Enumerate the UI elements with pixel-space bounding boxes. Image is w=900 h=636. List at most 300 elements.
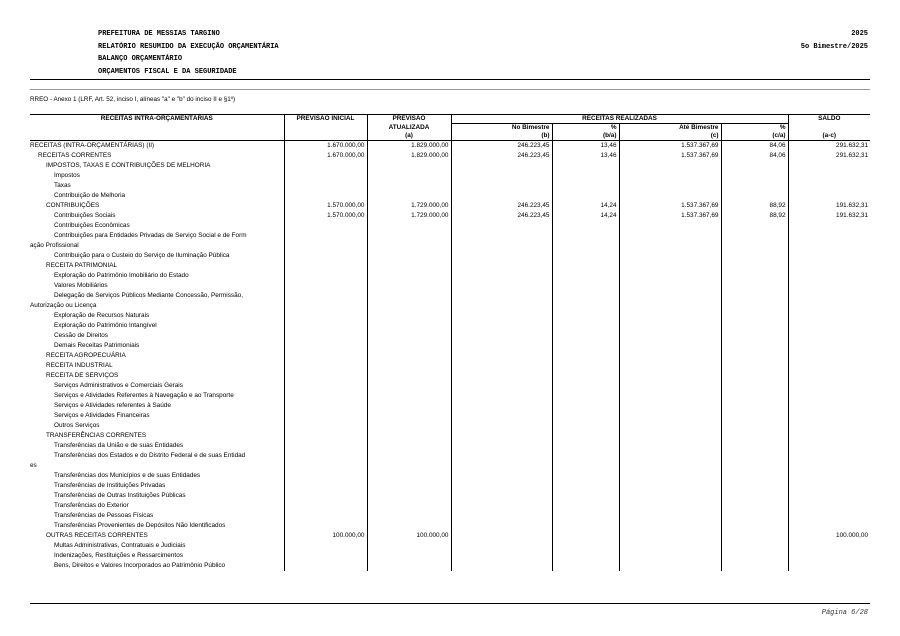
cell-previsao-atualizada [367, 231, 451, 241]
cell-pct-ba [552, 481, 619, 491]
cell-ate-bimestre [619, 501, 721, 511]
report-year: 2025 [851, 30, 868, 38]
cell-previsao-atualizada [367, 301, 451, 311]
cell-saldo [788, 511, 870, 521]
cell-no-bimestre [451, 381, 552, 391]
cell-previsao-inicial [284, 461, 367, 471]
table-row [30, 561, 870, 571]
cell-saldo: 291.632,31 [788, 141, 870, 152]
table-row [30, 431, 870, 441]
cell-no-bimestre [451, 251, 552, 261]
cell-ate-bimestre [619, 381, 721, 391]
cell-pct-ba: 13,46 [552, 151, 619, 161]
cell-pct-ba [552, 431, 619, 441]
cell-pct-ca [721, 271, 788, 281]
cell-ate-bimestre [619, 491, 721, 501]
cell-saldo [788, 241, 870, 251]
cell-pct-ca [721, 561, 788, 571]
cell-pct-ba [552, 551, 619, 561]
cell-pct-ba [552, 321, 619, 331]
row-label: Transferências dos Estados e do Distrito Federal e de suas Entidad [54, 452, 246, 459]
cell-previsao-atualizada [367, 371, 451, 381]
table-row [30, 451, 870, 461]
row-label: Contribuições para Entidades Privadas de Serviço Social e de Form [54, 232, 247, 239]
cell-no-bimestre: 246.223,45 [451, 201, 552, 211]
cell-saldo: 291.632,31 [788, 151, 870, 161]
cell-previsao-inicial [284, 501, 367, 511]
cell-pct-ca: 84,06 [721, 151, 788, 161]
cell-pct-ba [552, 341, 619, 351]
cell-ate-bimestre [619, 221, 721, 231]
cell-saldo [788, 541, 870, 551]
cell-saldo: 100.000,00 [788, 531, 870, 541]
col-prev-atual-sub: ATUALIZADA [367, 124, 451, 133]
cell-pct-ba [552, 421, 619, 431]
cell-no-bimestre [451, 281, 552, 291]
cell-ate-bimestre [619, 411, 721, 421]
cell-pct-ba [552, 311, 619, 321]
cell-pct-ba [552, 301, 619, 311]
cell-ate-bimestre [619, 391, 721, 401]
cell-previsao-inicial [284, 261, 367, 271]
cell-no-bimestre [451, 481, 552, 491]
cell-previsao-atualizada [367, 351, 451, 361]
cell-pct-ba [552, 561, 619, 571]
cell-ate-bimestre [619, 301, 721, 311]
cell-previsao-atualizada [367, 161, 451, 171]
cell-pct-ba [552, 161, 619, 171]
cell-no-bimestre [451, 461, 552, 471]
cell-pct-ca [721, 341, 788, 351]
header-divider [30, 79, 870, 80]
row-label: Transferências do Exterior [54, 502, 129, 509]
cell-no-bimestre [451, 561, 552, 571]
table-row [30, 291, 870, 301]
cell-pct-ba [552, 251, 619, 261]
cell-pct-ca [721, 431, 788, 441]
cell-no-bimestre [451, 531, 552, 541]
cell-saldo [788, 271, 870, 281]
row-label: Multas Administrativas, Contratuais e Judiciais [54, 542, 186, 549]
cell-no-bimestre [451, 421, 552, 431]
table-row [30, 361, 870, 371]
table-row [30, 401, 870, 411]
row-label: Indenizações, Restituições e Ressarcimentos [54, 552, 183, 559]
cell-saldo [788, 311, 870, 321]
cell-no-bimestre [451, 171, 552, 181]
cell-previsao-atualizada: 1.729.000,00 [367, 201, 451, 211]
table-row [30, 511, 870, 521]
row-label: RECEITA AGROPECUÁRIA [46, 352, 126, 359]
cell-ate-bimestre [619, 561, 721, 571]
row-label: Transferências de Outras Instituições Públicas [54, 492, 186, 499]
row-label: Transferências de Instituições Privadas [54, 482, 166, 489]
cell-previsao-inicial [284, 401, 367, 411]
cell-previsao-atualizada [367, 521, 451, 531]
col-no-bimestre-b: (b) [451, 132, 552, 141]
table-row [30, 411, 870, 421]
cell-ate-bimestre [619, 521, 721, 531]
cell-ate-bimestre [619, 271, 721, 281]
row-label: Contribuição de Melhoria [54, 192, 126, 199]
cell-ate-bimestre [619, 451, 721, 461]
cell-ate-bimestre [619, 401, 721, 411]
col-pct-ca-label: (c/a) [721, 132, 788, 141]
row-label: TRANSFERÊNCIAS CORRENTES [46, 432, 147, 439]
row-label: OUTRAS RECEITAS CORRENTES [46, 532, 148, 539]
cell-pct-ca [721, 511, 788, 521]
cell-previsao-inicial [284, 251, 367, 261]
cell-pct-ca [721, 411, 788, 421]
cell-saldo [788, 441, 870, 451]
cell-previsao-atualizada [367, 271, 451, 281]
cell-previsao-inicial [284, 411, 367, 421]
cell-pct-ba [552, 451, 619, 461]
cell-previsao-inicial [284, 391, 367, 401]
row-label: Demais Receitas Patrimoniais [54, 342, 140, 349]
row-label: Outros Serviços [54, 422, 100, 429]
cell-previsao-atualizada: 1.829.000,00 [367, 151, 451, 161]
cell-pct-ca [721, 311, 788, 321]
col-ate-bimestre-c: (c) [619, 132, 721, 141]
table-row [30, 481, 870, 491]
cell-previsao-atualizada [367, 461, 451, 471]
cell-no-bimestre [451, 361, 552, 371]
cell-previsao-atualizada [367, 401, 451, 411]
col-prev-atual-a: (a) [367, 132, 451, 141]
cell-pct-ca [721, 381, 788, 391]
col-pct-ba: % [552, 124, 619, 133]
cell-previsao-inicial [284, 471, 367, 481]
cell-previsao-atualizada [367, 181, 451, 191]
cell-ate-bimestre [619, 431, 721, 441]
cell-previsao-atualizada: 100.000,00 [367, 531, 451, 541]
table-row [30, 421, 870, 431]
cell-previsao-atualizada [367, 451, 451, 461]
cell-no-bimestre [451, 501, 552, 511]
row-label: Transferências da União e de suas Entidades [54, 442, 184, 449]
cell-previsao-inicial [284, 311, 367, 321]
cell-previsao-atualizada [367, 561, 451, 571]
cell-pct-ca [721, 171, 788, 181]
cell-pct-ca [721, 161, 788, 171]
row-label: RECEITA INDUSTRIAL [46, 362, 113, 369]
cell-saldo [788, 551, 870, 561]
row-label: CONTRIBUIÇÕES [46, 202, 100, 209]
cell-ate-bimestre [619, 481, 721, 491]
cell-previsao-atualizada: 1.729.000,00 [367, 211, 451, 221]
cell-previsao-atualizada [367, 511, 451, 521]
cell-no-bimestre [451, 231, 552, 241]
cell-pct-ba [552, 291, 619, 301]
cell-pct-ca [721, 481, 788, 491]
cell-saldo [788, 371, 870, 381]
row-label: RECEITAS CORRENTES [38, 152, 112, 159]
cell-previsao-atualizada [367, 321, 451, 331]
cell-ate-bimestre [619, 471, 721, 481]
cell-pct-ca [721, 501, 788, 511]
cell-saldo [788, 231, 870, 241]
cell-ate-bimestre [619, 171, 721, 181]
cell-pct-ca [721, 351, 788, 361]
row-label: Serviços e Atividades Referentes à Navegação e ao Transporte [54, 392, 234, 399]
cell-saldo [788, 421, 870, 431]
header-divider-thin [30, 89, 870, 90]
cell-saldo [788, 341, 870, 351]
cell-saldo [788, 401, 870, 411]
cell-ate-bimestre [619, 321, 721, 331]
cell-pct-ca: 88,92 [721, 211, 788, 221]
col-prev-inicial-header: PREVISÃO INICIAL [284, 115, 367, 124]
cell-pct-ba [552, 491, 619, 501]
table-row [30, 491, 870, 501]
cell-previsao-inicial [284, 561, 367, 571]
col-realizadas-header: RECEITAS REALIZADAS [451, 115, 788, 124]
cell-ate-bimestre [619, 441, 721, 451]
cell-pct-ba [552, 351, 619, 361]
col-ate-bimestre: Até Bimestre [619, 124, 721, 133]
row-label: Valores Mobiliários [54, 282, 108, 289]
cell-previsao-atualizada [367, 431, 451, 441]
cell-pct-ca [721, 401, 788, 411]
cell-pct-ba [552, 391, 619, 401]
cell-pct-ca: 84,06 [721, 141, 788, 152]
cell-ate-bimestre [619, 511, 721, 521]
row-label: Bens, Direitos e Valores Incorporados ao Patrimônio Público [54, 562, 226, 569]
cell-previsao-atualizada [367, 241, 451, 251]
cell-saldo [788, 351, 870, 361]
cell-ate-bimestre [619, 291, 721, 301]
cell-previsao-inicial: 100.000,00 [284, 531, 367, 541]
table-row [30, 321, 870, 331]
cell-saldo [788, 451, 870, 461]
row-label: Serviços Administrativos e Comerciais Gerais [54, 382, 183, 389]
table-row [30, 271, 870, 281]
cell-pct-ca [721, 541, 788, 551]
cell-previsao-atualizada [367, 391, 451, 401]
cell-previsao-atualizada [367, 281, 451, 291]
cell-ate-bimestre [619, 191, 721, 201]
table-row [30, 191, 870, 201]
cell-previsao-inicial [284, 241, 367, 251]
row-label: Exploração do Patrimônio Imobiliário do Estado [54, 272, 189, 279]
cell-ate-bimestre [619, 351, 721, 361]
table-row [30, 501, 870, 511]
cell-pct-ba [552, 271, 619, 281]
cell-pct-ba [552, 511, 619, 521]
row-label: es [30, 462, 37, 469]
cell-no-bimestre [451, 271, 552, 281]
row-label: ação Profissional [30, 242, 79, 249]
row-label: Transferências dos Municípios e de suas Entidades [54, 472, 201, 479]
cell-saldo [788, 291, 870, 301]
cell-pct-ca [721, 181, 788, 191]
cell-ate-bimestre [619, 181, 721, 191]
cell-pct-ca [721, 191, 788, 201]
cell-ate-bimestre: 1.537.367,69 [619, 211, 721, 221]
cell-no-bimestre [451, 541, 552, 551]
cell-saldo [788, 321, 870, 331]
cell-saldo [788, 221, 870, 231]
cell-previsao-atualizada [367, 311, 451, 321]
cell-pct-ba [552, 331, 619, 341]
cell-saldo [788, 521, 870, 531]
cell-no-bimestre [451, 491, 552, 501]
cell-previsao-atualizada [367, 541, 451, 551]
cell-pct-ba [552, 501, 619, 511]
cell-previsao-inicial [284, 301, 367, 311]
cell-previsao-inicial [284, 181, 367, 191]
table-row [30, 281, 870, 291]
table-row [30, 311, 870, 321]
table-row [30, 161, 870, 171]
table-row [30, 521, 870, 531]
cell-pct-ba [552, 181, 619, 191]
cell-saldo [788, 281, 870, 291]
cell-no-bimestre [451, 411, 552, 421]
cell-ate-bimestre [619, 371, 721, 381]
cell-saldo [788, 191, 870, 201]
cell-pct-ba [552, 531, 619, 541]
table-row [30, 261, 870, 271]
table-row [30, 241, 870, 251]
page-number: Página 6/28 [821, 609, 868, 617]
cell-ate-bimestre [619, 281, 721, 291]
table-row [30, 331, 870, 341]
cell-previsao-inicial [284, 191, 367, 201]
cell-previsao-inicial [284, 281, 367, 291]
cell-no-bimestre [451, 291, 552, 301]
cell-previsao-inicial [284, 551, 367, 561]
col-pct-ca: % [721, 124, 788, 133]
cell-pct-ca [721, 291, 788, 301]
cell-previsao-inicial [284, 441, 367, 451]
table-row [30, 461, 870, 471]
table-row [30, 201, 870, 211]
cell-no-bimestre [451, 371, 552, 381]
cell-no-bimestre [451, 431, 552, 441]
cell-previsao-atualizada [367, 251, 451, 261]
table-row [30, 181, 870, 191]
cell-pct-ba: 14,24 [552, 201, 619, 211]
cell-pct-ca [721, 371, 788, 381]
table-row [30, 171, 870, 181]
cell-no-bimestre [451, 321, 552, 331]
cell-pct-ba [552, 471, 619, 481]
row-label: Contribuição para o Custeio do Serviço de Iluminação Pública [54, 252, 230, 259]
cell-pct-ca [721, 451, 788, 461]
cell-previsao-atualizada [367, 331, 451, 341]
cell-saldo [788, 161, 870, 171]
cell-ate-bimestre: 1.537.367,69 [619, 201, 721, 211]
cell-no-bimestre: 246.223,45 [451, 211, 552, 221]
cell-pct-ba [552, 411, 619, 421]
row-label: Delegação de Serviços Públicos Mediante Concessão, Permissão, [54, 292, 243, 299]
cell-previsao-inicial [284, 171, 367, 181]
cell-ate-bimestre: 1.537.367,69 [619, 141, 721, 152]
cell-previsao-atualizada [367, 291, 451, 301]
cell-pct-ca [721, 521, 788, 531]
table-row [30, 391, 870, 401]
row-label: Exploração do Patrimônio Intangível [54, 322, 157, 329]
cell-pct-ca [721, 361, 788, 371]
cell-no-bimestre [451, 521, 552, 531]
cell-ate-bimestre [619, 241, 721, 251]
cell-no-bimestre [451, 441, 552, 451]
cell-previsao-atualizada [367, 441, 451, 451]
cell-pct-ca [721, 391, 788, 401]
cell-pct-ba [552, 401, 619, 411]
cell-saldo [788, 301, 870, 311]
entity-name: PREFEITURA DE MESSIAS TARGINO [98, 30, 220, 38]
row-label: Exploração de Recursos Naturais [54, 312, 150, 319]
footer-divider [30, 603, 870, 604]
cell-previsao-inicial: 1.570.000,00 [284, 211, 367, 221]
cell-saldo [788, 561, 870, 571]
table-row [30, 351, 870, 361]
table-row [30, 541, 870, 551]
cell-previsao-inicial: 1.570.000,00 [284, 201, 367, 211]
table-row [30, 141, 870, 152]
col-label-header: RECEITAS INTRA-ORÇAMENTÁRIAS [100, 115, 213, 123]
cell-pct-ca: 88,92 [721, 201, 788, 211]
cell-pct-ca [721, 251, 788, 261]
row-label: RECEITA DE SERVIÇOS [46, 372, 119, 379]
row-label: Taxas [54, 182, 71, 189]
cell-previsao-atualizada [367, 501, 451, 511]
cell-saldo [788, 481, 870, 491]
cell-previsao-inicial [284, 231, 367, 241]
report-period: 5o Bimestre/2025 [800, 43, 868, 51]
cell-pct-ca [721, 331, 788, 341]
cell-pct-ca [721, 421, 788, 431]
row-label: Cessão de Direitos [54, 332, 108, 339]
cell-pct-ba [552, 261, 619, 271]
table-row [30, 231, 870, 241]
cell-previsao-atualizada [367, 491, 451, 501]
col-prev-atual-header: PREVISÃO [367, 115, 451, 124]
cell-previsao-inicial [284, 331, 367, 341]
col-pct-ba-label: (b/a) [552, 132, 619, 141]
cell-saldo: 191.632,31 [788, 201, 870, 211]
cell-saldo [788, 431, 870, 441]
cell-no-bimestre [451, 331, 552, 341]
cell-pct-ba [552, 441, 619, 451]
cell-ate-bimestre [619, 541, 721, 551]
cell-previsao-atualizada [367, 221, 451, 231]
table-row [30, 221, 870, 231]
row-label: IMPOSTOS, TAXAS E CONTRIBUIÇÕES DE MELHORIA [46, 162, 211, 169]
cell-saldo [788, 381, 870, 391]
cell-previsao-atualizada [367, 381, 451, 391]
cell-previsao-inicial [284, 451, 367, 461]
cell-no-bimestre [451, 451, 552, 461]
annex-subtitle: RREO - Anexo 1 (LRF, Art. 52, inciso I, alíneas "a" e "b" do inciso II e §1º) [30, 96, 236, 103]
cell-no-bimestre [451, 471, 552, 481]
cell-saldo: 191.632,31 [788, 211, 870, 221]
cell-no-bimestre [451, 301, 552, 311]
table-row [30, 211, 870, 221]
cell-pct-ca [721, 221, 788, 231]
cell-previsao-inicial [284, 291, 367, 301]
cell-ate-bimestre [619, 361, 721, 371]
revenue-table [30, 114, 870, 571]
balance-title: BALANÇO ORÇAMENTÁRIO [98, 55, 183, 63]
cell-previsao-inicial [284, 161, 367, 171]
cell-previsao-atualizada [367, 471, 451, 481]
cell-ate-bimestre [619, 331, 721, 341]
cell-previsao-atualizada [367, 191, 451, 201]
